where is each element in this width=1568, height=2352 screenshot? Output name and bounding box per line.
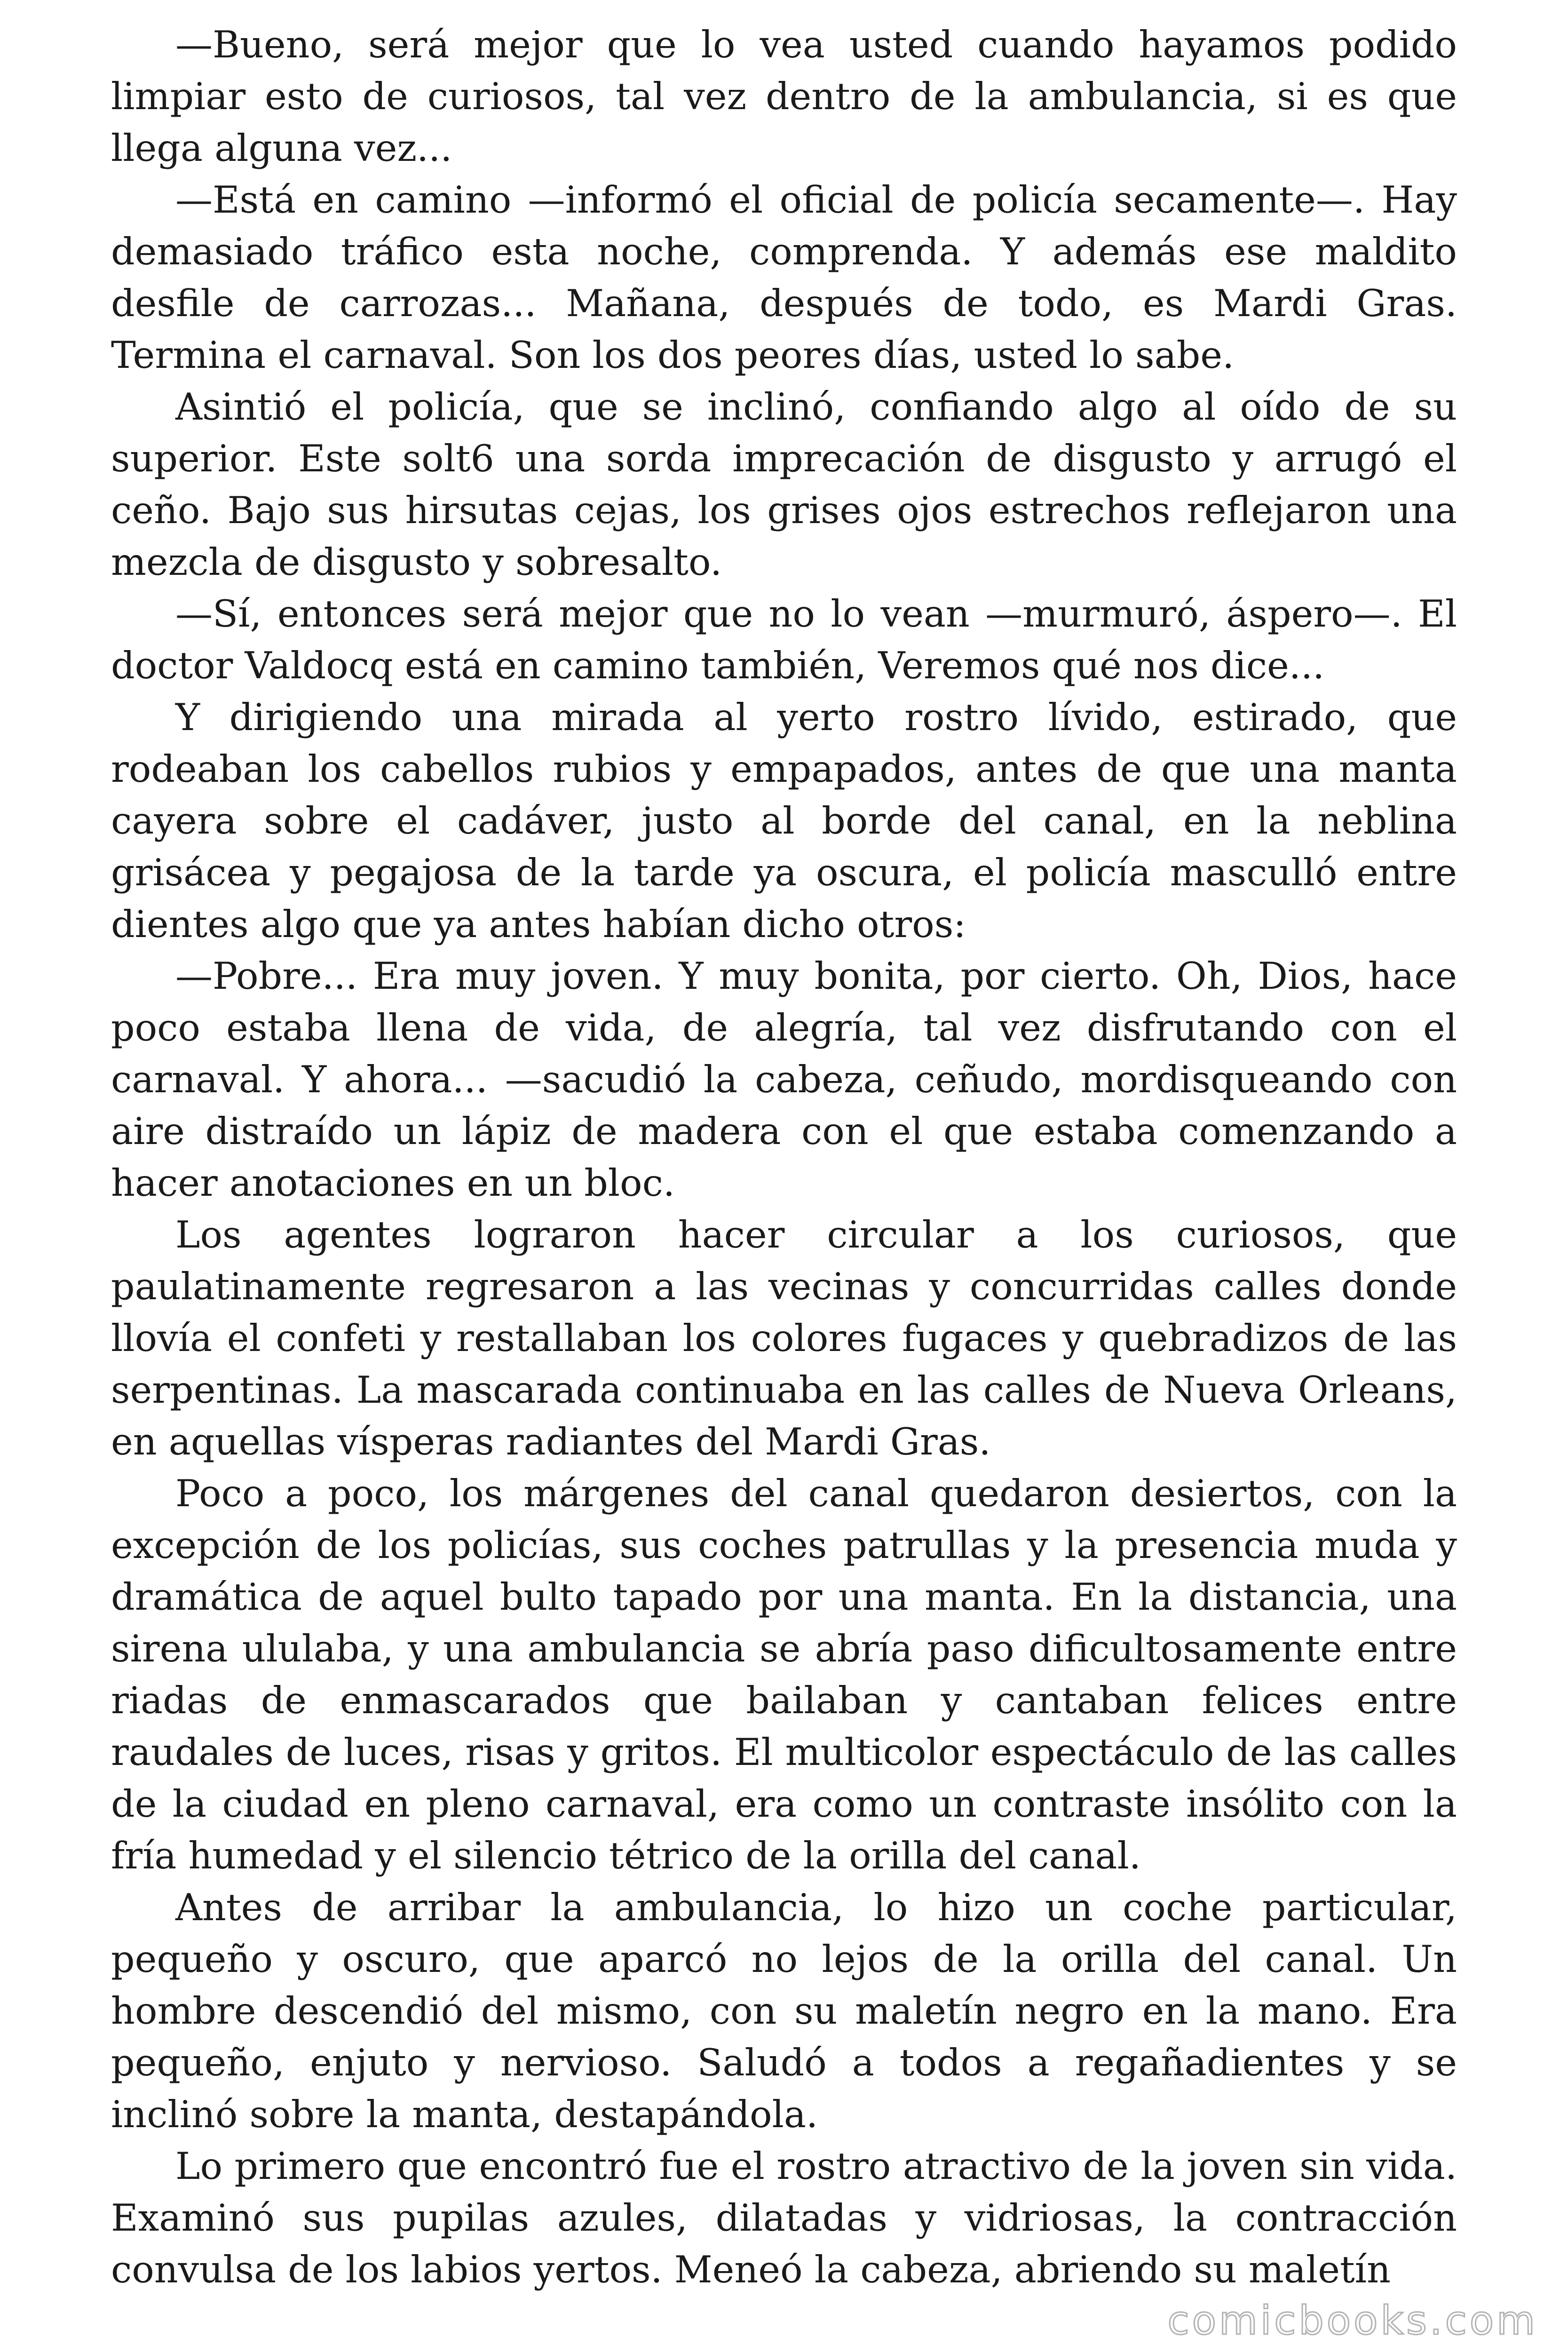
paragraph: Poco a poco, los márgenes del canal quedaron desiertos, con la excepción de los policías, sus coches patrullas y la presencia muda y dramática de aquel bulto tapado por una manta. En la distancia, una sirena ululaba, y una ambulancia se abría paso dificultosamente entre riadas de enmascarados que bailaban y cantaban felices entre raudales de luces, risas y gritos. El multicolor espectáculo de las calles de la ciudad en pleno carnaval, era como un contraste insólito con la fría humedad y el silencio tétrico de la orilla del canal.: [111, 1472, 1457, 1877]
paragraph: Y dirigiendo una mirada al yerto rostro lívido, estirado, que rodeaban los cabellos rubios y empapados, antes de que una manta cayera sobre el cadáver, justo al borde del canal, en la neblina grisácea y pegajosa de la tarde ya oscura, el policía masculló entre dientes algo que ya antes habían dicho otros:: [111, 696, 1457, 946]
paragraph: Lo primero que encontró fue el rostro atractivo de la joven sin vida. Examinó sus pupilas azules, dilatadas y vidriosas, la contracción convulsa de los labios yertos. Meneó la cabeza, abriendo su maletín: [111, 2145, 1457, 2291]
paragraph: —Pobre... Era muy joven. Y muy bonita, por cierto. Oh, Dios, hace poco estaba llena de vida, de alegría, tal vez disfrutando con el carnaval. Y ahora... —sacudió la cabeza, ceñudo, mordisqueando con aire distraído un lápiz de madera con el que estaba comenzando a hacer anotaciones en un bloc.: [111, 954, 1457, 1205]
paragraph: —Está en camino —informó el oficial de policía secamente—. Hay demasiado tráfico esta noche, comprenda. Y además ese maldito desfile de carrozas... Mañana, después de todo, es Mardi Gras. Termina el carnaval. Son los dos peores días, usted lo sabe.: [111, 178, 1457, 377]
paragraph: Los agentes lograron hacer circular a los curiosos, que paulatinamente regresaron a las vecinas y concurridas calles donde llovía el confeti y restallaban los colores fugaces y quebradizos de las serpentinas. La mascarada continuaba en las calles de Nueva Orleans, en aquellas vísperas radiantes del Mardi Gras.: [111, 1213, 1457, 1463]
watermark-logo: comicbooks.com: [1167, 2297, 1538, 2344]
paragraph: Asintió el policía, que se inclinó, confiando algo al oído de su superior. Este solt6 una sorda imprecación de disgusto y arrugó el ceño. Bajo sus hirsutas cejas, los grises ojos estrechos reflejaron una mezcla de disgusto y sobresalto.: [111, 385, 1457, 584]
book-page: [111, 19, 1457, 2324]
paragraph: —Bueno, será mejor que lo vea usted cuando hayamos podido limpiar esto de curiosos, tal vez dentro de la ambulancia, si es que llega alguna vez...: [111, 23, 1457, 170]
paragraph: —Sí, entonces será mejor que no lo vean —murmuró, áspero—. El doctor Valdocq está en camino también, Veremos qué nos dice...: [111, 592, 1457, 687]
paragraph: Antes de arribar la ambulancia, lo hizo un coche particular, pequeño y oscuro, que aparcó no lejos de la orilla del canal. Un hombre descendió del mismo, con su maletín negro en la mano. Era pequeño, enjuto y nervioso. Saludó a todos a regañadientes y se inclinó sobre la manta, destapándola.: [111, 1886, 1457, 2136]
